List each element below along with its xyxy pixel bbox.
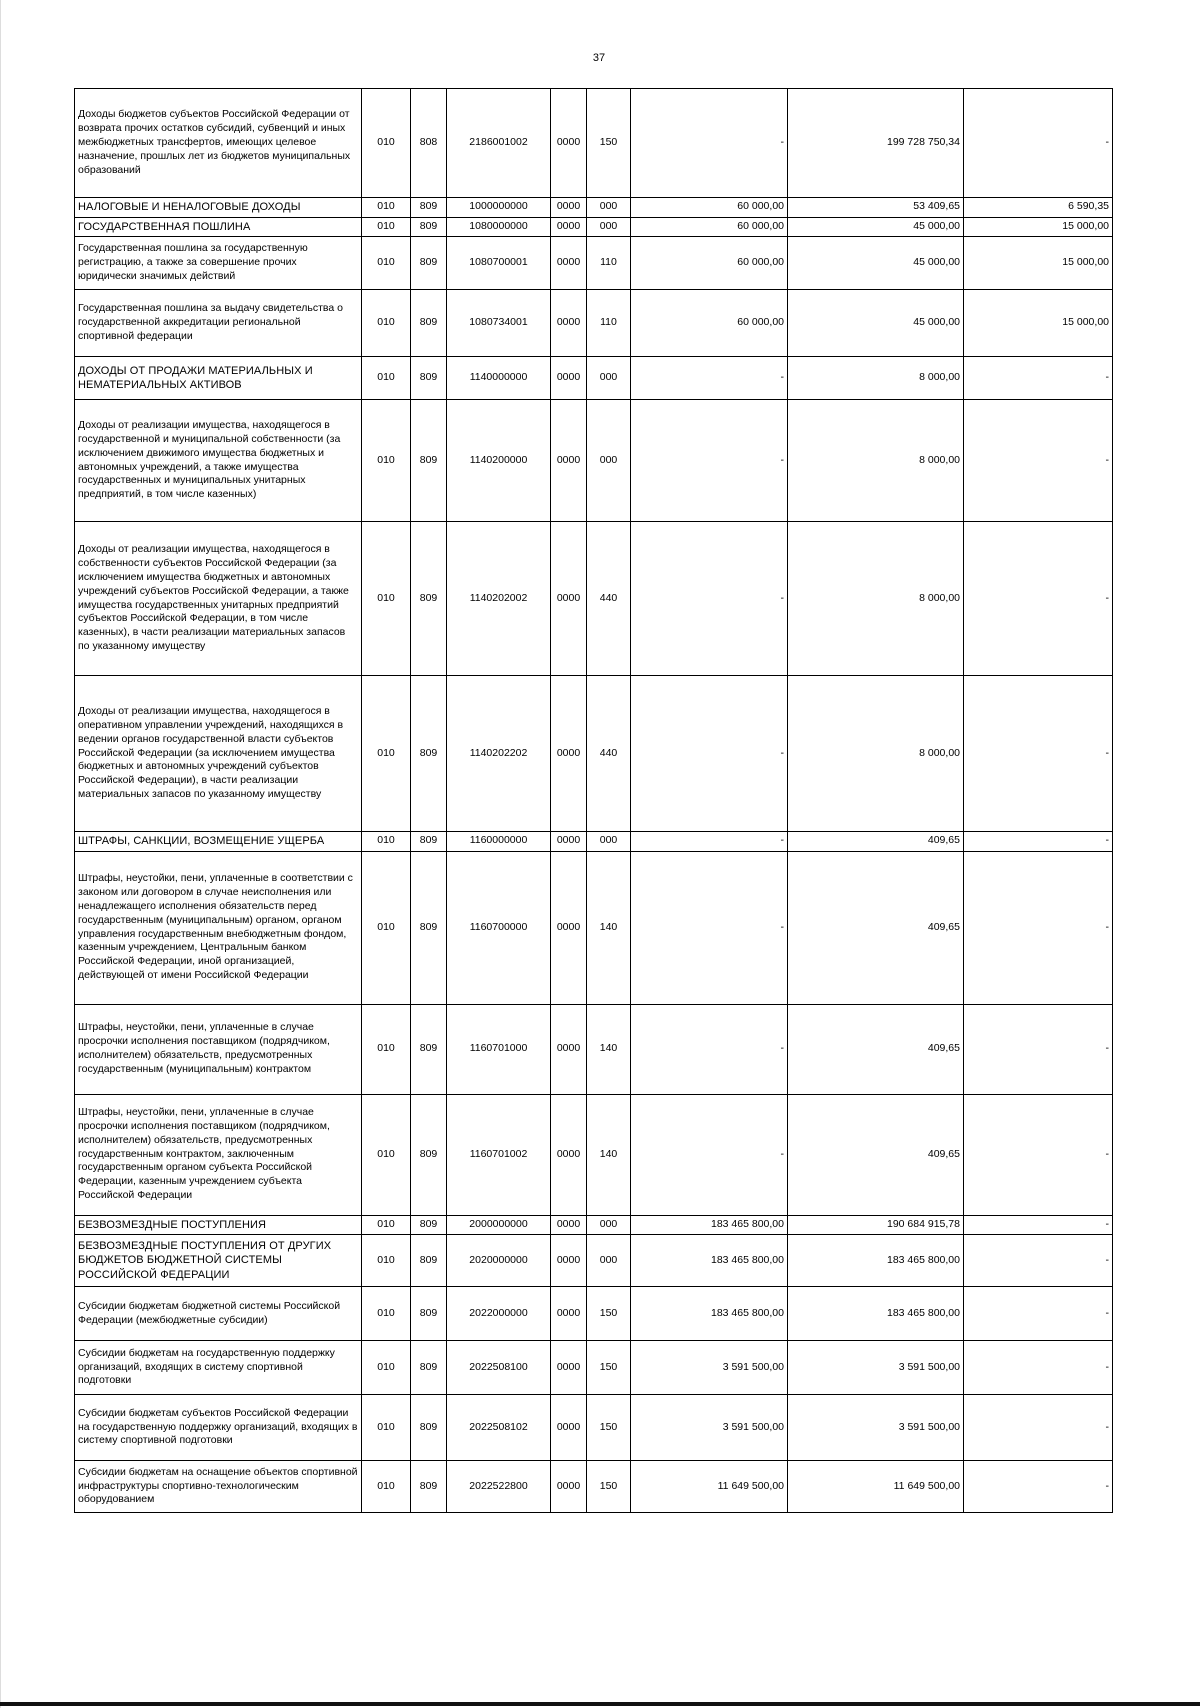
row-code-5: 000 [587,217,631,237]
row-name: Доходы бюджетов субъектов Российской Федерации от возврата прочих остатков субсидий, субвенций и иных межбюджетных трансфертов, имеющих целевое назначение, прошлых лет из бюджетов муниципальных образований [75,89,362,198]
row-actual: 8 000,00 [788,357,964,400]
row-plan: - [631,522,788,676]
row-code-2: 809 [411,1395,447,1461]
row-plan: 183 465 800,00 [631,1215,788,1235]
row-code-4: 0000 [551,217,587,237]
row-code-1: 010 [362,1341,411,1395]
row-code-2: 809 [411,1094,447,1215]
row-code-4: 0000 [551,400,587,522]
row-actual: 183 465 800,00 [788,1235,964,1287]
row-code-1: 010 [362,89,411,198]
row-actual: 11 649 500,00 [788,1461,964,1513]
row-code-3: 2022522800 [447,1461,551,1513]
row-name: Штрафы, неустойки, пени, уплаченные в соответствии с законом или договором в случае неисполнения или ненадлежащего исполнения обязательств перед государственным (муниципальным) органом, органом управления государственным внебюджетным фондом, казенным учреждением, Центральным банком Российской Федерации, иной организацией, действующей от имени Российской Федерации [75,851,362,1004]
row-code-2: 809 [411,1287,447,1341]
row-name: ШТРАФЫ, САНКЦИИ, ВОЗМЕЩЕНИЕ УЩЕРБА [75,832,362,852]
row-code-5: 000 [587,832,631,852]
row-plan: 60 000,00 [631,217,788,237]
row-plan: 11 649 500,00 [631,1461,788,1513]
row-remainder: - [964,1004,1113,1094]
row-plan: - [631,357,788,400]
row-code-4: 0000 [551,290,587,357]
row-name: Доходы от реализации имущества, находящегося в государственной и муниципальной собственности (за исключением движимого имущества бюджетных и автономных учреждений, а также имущества государственных и муниципальных унитарных предприятий, в том числе казенных) [75,400,362,522]
row-code-2: 809 [411,1341,447,1395]
row-code-4: 0000 [551,851,587,1004]
row-actual: 8 000,00 [788,400,964,522]
row-code-4: 0000 [551,1395,587,1461]
table-row [75,290,1113,357]
table-row [75,357,1113,400]
row-actual: 53 409,65 [788,198,964,218]
row-code-4: 0000 [551,676,587,832]
row-plan: 183 465 800,00 [631,1235,788,1287]
row-code-1: 010 [362,1094,411,1215]
row-plan: 60 000,00 [631,237,788,290]
table-row [75,1461,1113,1513]
row-remainder: - [964,1215,1113,1235]
row-actual: 409,65 [788,832,964,852]
row-code-3: 1160701002 [447,1094,551,1215]
row-code-2: 809 [411,357,447,400]
row-plan: - [631,400,788,522]
scan-edge [0,0,1,1708]
table-row [75,851,1113,1004]
row-code-1: 010 [362,290,411,357]
row-code-2: 809 [411,851,447,1004]
row-remainder: 15 000,00 [964,237,1113,290]
budget-table [74,88,1113,1513]
table-row [75,1341,1113,1395]
row-code-5: 000 [587,1235,631,1287]
row-code-3: 1160000000 [447,832,551,852]
row-code-1: 010 [362,1287,411,1341]
row-code-3: 1000000000 [447,198,551,218]
row-code-3: 2022508100 [447,1341,551,1395]
row-code-5: 140 [587,1094,631,1215]
table-row [75,676,1113,832]
row-code-2: 809 [411,832,447,852]
row-code-1: 010 [362,1395,411,1461]
row-name: Субсидии бюджетам на государственную поддержку организаций, входящих в систему спортивной подготовки [75,1341,362,1395]
scan-bottom-border [0,1702,1200,1706]
row-code-5: 000 [587,198,631,218]
row-actual: 3 591 500,00 [788,1341,964,1395]
row-name: ДОХОДЫ ОТ ПРОДАЖИ МАТЕРИАЛЬНЫХ И НЕМАТЕРИАЛЬНЫХ АКТИВОВ [75,357,362,400]
row-code-5: 150 [587,89,631,198]
row-code-5: 150 [587,1461,631,1513]
row-code-3: 1080000000 [447,217,551,237]
row-actual: 183 465 800,00 [788,1287,964,1341]
row-code-1: 010 [362,1215,411,1235]
row-plan: - [631,1094,788,1215]
row-code-3: 2022000000 [447,1287,551,1341]
row-code-5: 150 [587,1341,631,1395]
row-code-1: 010 [362,198,411,218]
table-row [75,1395,1113,1461]
row-remainder: - [964,1287,1113,1341]
row-remainder: 15 000,00 [964,217,1113,237]
row-name: Государственная пошлина за выдачу свидетельства о государственной аккредитации региональной спортивной федерации [75,290,362,357]
row-code-3: 2186001002 [447,89,551,198]
table-row [75,1287,1113,1341]
row-code-2: 809 [411,1461,447,1513]
row-plan: 183 465 800,00 [631,1287,788,1341]
row-code-3: 2022508102 [447,1395,551,1461]
row-code-4: 0000 [551,1094,587,1215]
row-code-2: 809 [411,1004,447,1094]
row-code-1: 010 [362,851,411,1004]
row-plan: 3 591 500,00 [631,1341,788,1395]
row-code-3: 1160701000 [447,1004,551,1094]
row-code-1: 010 [362,832,411,852]
row-code-3: 2000000000 [447,1215,551,1235]
row-name: БЕЗВОЗМЕЗДНЫЕ ПОСТУПЛЕНИЯ ОТ ДРУГИХ БЮДЖЕТОВ БЮДЖЕТНОЙ СИСТЕМЫ РОССИЙСКОЙ ФЕДЕРАЦИИ [75,1235,362,1287]
row-code-5: 000 [587,1215,631,1235]
row-code-4: 0000 [551,1287,587,1341]
row-code-4: 0000 [551,237,587,290]
row-plan: - [631,851,788,1004]
row-code-2: 809 [411,1235,447,1287]
row-code-3: 1140000000 [447,357,551,400]
row-code-2: 809 [411,522,447,676]
row-code-5: 440 [587,676,631,832]
row-remainder: - [964,1461,1113,1513]
row-actual: 8 000,00 [788,676,964,832]
row-code-4: 0000 [551,198,587,218]
table-row [75,217,1113,237]
row-code-3: 1140200000 [447,400,551,522]
row-plan: - [631,832,788,852]
row-code-1: 010 [362,237,411,290]
row-code-3: 1160700000 [447,851,551,1004]
row-plan: - [631,676,788,832]
row-name: Субсидии бюджетам на оснащение объектов спортивной инфраструктуры спортивно-технологическим оборудованием [75,1461,362,1513]
row-code-4: 0000 [551,1004,587,1094]
row-code-4: 0000 [551,357,587,400]
row-code-3: 1080734001 [447,290,551,357]
row-plan: 3 591 500,00 [631,1395,788,1461]
row-plan: - [631,1004,788,1094]
row-name: Штрафы, неустойки, пени, уплаченные в случае просрочки исполнения поставщиком (подрядчиком, исполнителем) обязательств, предусмотренных государственным контрактом, заключенным государственным органом субъекта Российской Федерации, казенным учреждением субъекта Российской Федерации [75,1094,362,1215]
row-actual: 409,65 [788,1004,964,1094]
row-name: ГОСУДАРСТВЕННАЯ ПОШЛИНА [75,217,362,237]
row-remainder: - [964,832,1113,852]
row-plan: 60 000,00 [631,290,788,357]
row-code-1: 010 [362,400,411,522]
row-code-1: 010 [362,357,411,400]
row-remainder: - [964,1235,1113,1287]
row-name: Субсидии бюджетам бюджетной системы Российской Федерации (межбюджетные субсидии) [75,1287,362,1341]
row-code-4: 0000 [551,1461,587,1513]
row-code-2: 809 [411,1215,447,1235]
table-row [75,400,1113,522]
row-name: Штрафы, неустойки, пени, уплаченные в случае просрочки исполнения поставщиком (подрядчиком, исполнителем) обязательств, предусмотренных государственным (муниципальным) контрактом [75,1004,362,1094]
row-code-2: 809 [411,198,447,218]
row-code-3: 1140202202 [447,676,551,832]
table-row [75,89,1113,198]
row-code-4: 0000 [551,1235,587,1287]
page-number: 37 [592,52,606,64]
row-actual: 409,65 [788,851,964,1004]
row-code-1: 010 [362,1235,411,1287]
row-code-1: 010 [362,217,411,237]
row-remainder: - [964,1094,1113,1215]
row-name: Доходы от реализации имущества, находящегося в собственности субъектов Российской Федерации (за исключением имущества бюджетных и автономных учреждений субъектов Российской Федерации, а также имущества государственных унитарных предприятий субъектов Российской Федерации, в том числе казенных), в части реализации материальных запасов по указанному имуществу [75,522,362,676]
row-code-4: 0000 [551,832,587,852]
row-remainder: 15 000,00 [964,290,1113,357]
row-code-2: 808 [411,89,447,198]
row-remainder: - [964,1341,1113,1395]
row-code-3: 2020000000 [447,1235,551,1287]
row-actual: 3 591 500,00 [788,1395,964,1461]
table-row [75,1215,1113,1235]
row-actual: 45 000,00 [788,217,964,237]
row-remainder: - [964,676,1113,832]
row-code-2: 809 [411,400,447,522]
row-code-2: 809 [411,290,447,357]
row-code-3: 1080700001 [447,237,551,290]
row-remainder: 6 590,35 [964,198,1113,218]
row-code-2: 809 [411,217,447,237]
row-name: НАЛОГОВЫЕ И НЕНАЛОГОВЫЕ ДОХОДЫ [75,198,362,218]
row-code-2: 809 [411,676,447,832]
row-name: БЕЗВОЗМЕЗДНЫЕ ПОСТУПЛЕНИЯ [75,1215,362,1235]
table-body [75,89,1113,1513]
row-remainder: - [964,522,1113,676]
row-name: Доходы от реализации имущества, находящегося в оперативном управлении учреждений, находящихся в ведении органов государственной власти субъектов Российской Федерации (за исключением имущества бюджетных и автономных учреждений субъектов Российской Федерации), в части реализации материальных запасов по указанному имуществу [75,676,362,832]
row-code-1: 010 [362,522,411,676]
row-plan: - [631,89,788,198]
row-code-5: 440 [587,522,631,676]
row-code-4: 0000 [551,1215,587,1235]
row-code-5: 110 [587,237,631,290]
row-code-5: 150 [587,1395,631,1461]
row-code-1: 010 [362,1461,411,1513]
row-actual: 8 000,00 [788,522,964,676]
row-actual: 190 684 915,78 [788,1215,964,1235]
row-code-4: 0000 [551,1341,587,1395]
table-row [75,522,1113,676]
row-code-1: 010 [362,1004,411,1094]
row-remainder: - [964,1395,1113,1461]
row-plan: 60 000,00 [631,198,788,218]
row-code-1: 010 [362,676,411,832]
table-row [75,1094,1113,1215]
row-remainder: - [964,400,1113,522]
row-actual: 199 728 750,34 [788,89,964,198]
table-row [75,198,1113,218]
row-code-3: 1140202002 [447,522,551,676]
row-actual: 45 000,00 [788,237,964,290]
row-actual: 45 000,00 [788,290,964,357]
row-code-5: 140 [587,1004,631,1094]
row-remainder: - [964,357,1113,400]
row-name: Субсидии бюджетам субъектов Российской Федерации на государственную поддержку организаций, входящих в систему спортивной подготовки [75,1395,362,1461]
row-code-4: 0000 [551,89,587,198]
row-code-2: 809 [411,237,447,290]
row-code-5: 140 [587,851,631,1004]
row-actual: 409,65 [788,1094,964,1215]
row-code-5: 110 [587,290,631,357]
row-code-4: 0000 [551,522,587,676]
table-row [75,1004,1113,1094]
table-row [75,832,1113,852]
table-row [75,1235,1113,1287]
row-code-5: 150 [587,1287,631,1341]
row-code-5: 000 [587,400,631,522]
row-remainder: - [964,851,1113,1004]
row-name: Государственная пошлина за государственную регистрацию, а также за совершение прочих юридически значимых действий [75,237,362,290]
table-row [75,237,1113,290]
row-code-5: 000 [587,357,631,400]
row-remainder: - [964,89,1113,198]
